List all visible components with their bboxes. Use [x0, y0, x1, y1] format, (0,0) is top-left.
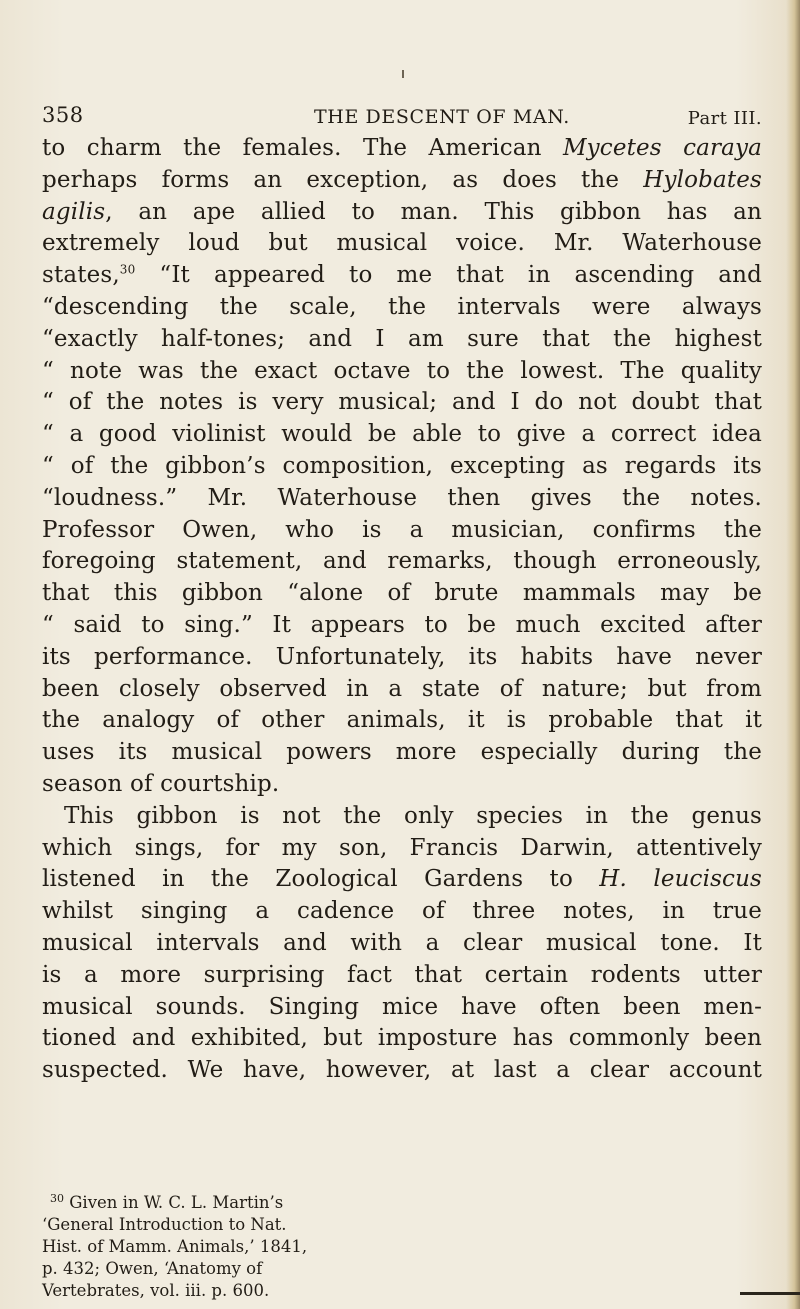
footnote-line	[42, 1258, 392, 1280]
footnote-marker: 30	[50, 1191, 64, 1205]
footnote-text: Hist. of Mamm. Animals,’ 1841,	[42, 1237, 308, 1256]
text-line	[42, 769, 762, 801]
text-line	[42, 864, 762, 896]
text-segment: “ note was the exact octave to the lowest. The quality	[42, 357, 762, 384]
text-line	[42, 705, 762, 737]
text-line	[42, 896, 762, 928]
text-line	[42, 578, 762, 610]
text-segment: This gibbon is not the only species in the genus	[64, 802, 762, 829]
text-segment: listened in the Zoological Gardens to	[42, 866, 600, 893]
text-segment: “ a good violinist would be able to give a correct idea	[42, 421, 762, 448]
text-segment: “loudness.” Mr. Waterhouse then gives the notes.	[42, 484, 762, 511]
text-line	[42, 642, 762, 674]
text-line	[42, 228, 762, 260]
footnote-text: Given in W. C. L. Martin’s	[69, 1193, 284, 1212]
footnote-text: Vertebrates, vol. iii. p. 600.	[42, 1281, 270, 1300]
running-title: THE DESCENT OF MAN.	[314, 106, 570, 128]
text-line	[42, 833, 762, 865]
print-mark	[402, 70, 404, 78]
text-segment: “descending the scale, the intervals were always	[42, 293, 762, 320]
text-segment: “exactly half-tones; and I am sure that the highest	[42, 325, 762, 352]
text-line	[42, 674, 762, 706]
footnote-line	[42, 1236, 410, 1258]
text-line	[42, 133, 762, 165]
footnote	[42, 1192, 762, 1302]
text-segment: “ of the gibbon’s composition, excepting as regards its	[42, 452, 762, 479]
text-segment: is a more surprising fact that certain rodents utter	[42, 961, 762, 988]
text-line	[42, 1055, 762, 1087]
footnote-text: p. 432; Owen, ‘Anatomy of	[42, 1259, 263, 1278]
text-segment: , an ape allied to man. This gibbon has an	[105, 198, 762, 225]
text-segment: tioned and exhibited, but imposture has commonly been	[42, 1025, 762, 1052]
page-edge-shadow	[786, 0, 800, 1309]
text-line	[42, 451, 762, 483]
text-segment: been closely observed in a state of nature; but from	[42, 675, 762, 702]
footnote-line	[42, 1214, 410, 1236]
text-segment: perhaps forms an exception, as does the	[42, 166, 644, 193]
text-line	[42, 165, 762, 197]
part-label: Part III.	[687, 108, 762, 129]
text-segment: “It appeared to me that in ascending and	[135, 262, 762, 289]
text-line	[42, 419, 762, 451]
footnote-right-column	[42, 1258, 392, 1302]
text-segment: whilst singing a cadence of three notes, in true	[42, 898, 762, 925]
text-line	[42, 801, 762, 833]
text-line	[42, 387, 762, 419]
text-line	[42, 515, 762, 547]
italic-text: H. leuciscus	[599, 866, 762, 893]
footnote-left-column	[42, 1192, 410, 1258]
text-line	[42, 610, 762, 642]
text-line	[42, 737, 762, 769]
text-segment: musical sounds. Singing mice have often been men-	[42, 993, 762, 1020]
text-line	[42, 960, 762, 992]
text-segment: to charm the females. The American	[42, 135, 563, 161]
footnote-reference: 30	[119, 262, 136, 277]
text-segment: states,	[42, 262, 120, 289]
text-segment: its performance. Unfortunately, its habits have never	[42, 643, 762, 670]
footnote-line	[42, 1280, 392, 1302]
text-segment: “ of the notes is very musical; and I do not doubt that	[42, 389, 762, 416]
text-segment: Professor Owen, who is a musician, confirms the	[42, 516, 762, 543]
italic-text: Hylobates	[643, 166, 762, 193]
page-number: 358	[42, 103, 84, 127]
footnote-text: ‘General Introduction to Nat.	[42, 1215, 287, 1234]
text-line	[42, 546, 762, 578]
body-text	[42, 133, 762, 1087]
text-line	[42, 1023, 762, 1055]
text-segment: suspected. We have, however, at last a clear account	[42, 1057, 762, 1084]
text-line	[42, 324, 762, 356]
page-header	[42, 103, 762, 133]
text-segment: the analogy of other animals, it is probable that it	[42, 707, 762, 734]
text-segment: uses its musical powers more especially during the	[42, 739, 762, 766]
text-segment: which sings, for my son, Francis Darwin, attentively	[42, 834, 762, 861]
text-segment: musical intervals and with a clear musical tone. It	[42, 929, 762, 956]
text-line	[42, 260, 762, 292]
text-line	[42, 292, 762, 324]
text-segment: “ said to sing.” It appears to be much excited after	[42, 611, 762, 638]
footnote-line	[42, 1192, 410, 1214]
text-segment: extremely loud but musical voice. Mr. Waterhouse	[42, 230, 762, 257]
text-segment: foregoing statement, and remarks, though erroneously,	[42, 548, 762, 575]
italic-text: agilis	[42, 198, 106, 225]
text-line	[42, 928, 762, 960]
text-line	[42, 992, 762, 1024]
text-segment: that this gibbon “alone of brute mammals may be	[42, 580, 762, 607]
text-line	[42, 356, 762, 388]
text-line	[42, 483, 762, 515]
text-line	[42, 197, 762, 229]
text-segment: season of courtship.	[42, 770, 280, 797]
italic-text: Mycetes caraya	[562, 135, 762, 161]
